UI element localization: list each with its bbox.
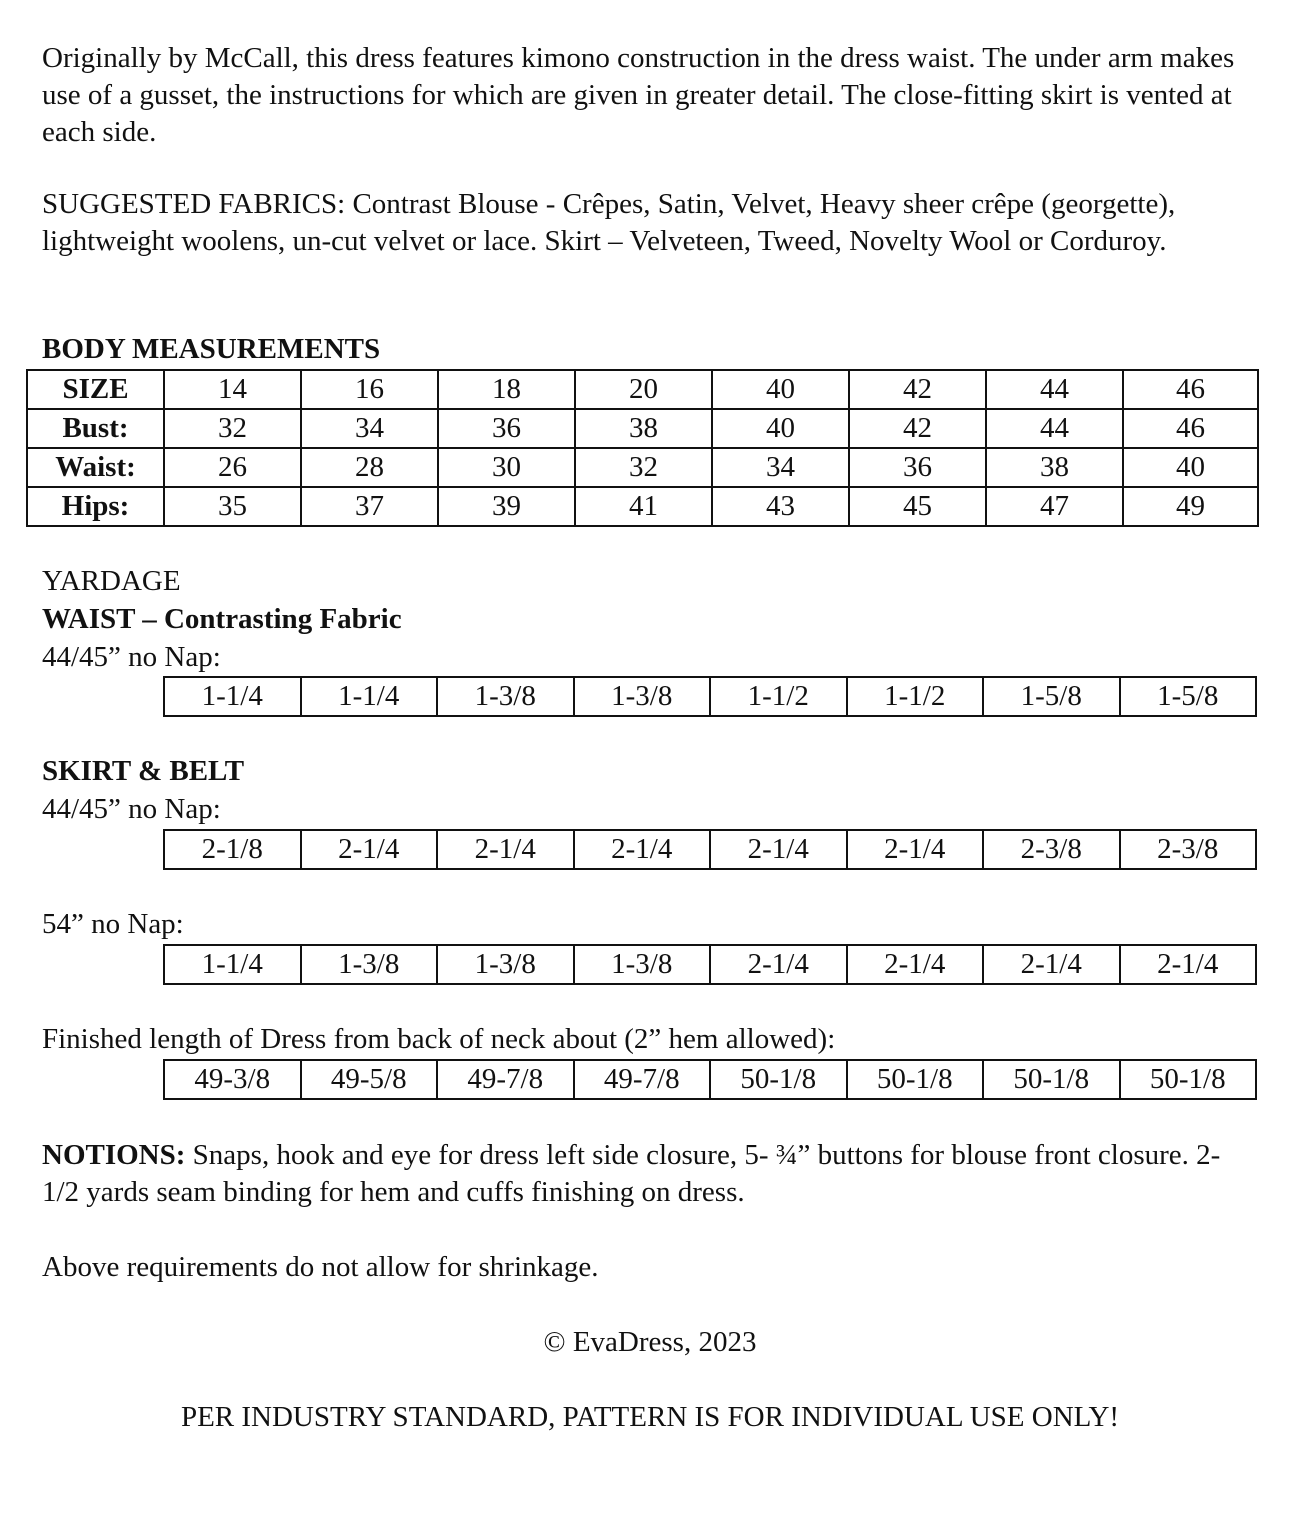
yardage-heading: YARDAGE bbox=[42, 565, 181, 597]
measurement-cell: 40 bbox=[1123, 448, 1258, 487]
yardage-cell: 49-7/8 bbox=[437, 1060, 574, 1099]
yardage-cell: 1-3/8 bbox=[574, 945, 711, 984]
yardage-cell: 1-5/8 bbox=[1120, 677, 1257, 716]
yardage-cell: 1-3/8 bbox=[437, 677, 574, 716]
measurement-row bbox=[27, 409, 1258, 448]
measurement-cell: 47 bbox=[986, 487, 1123, 526]
yardage-cell: 50-1/8 bbox=[1120, 1060, 1257, 1099]
yardage-cell: 1-1/2 bbox=[710, 677, 847, 716]
measurement-cell: 14 bbox=[164, 370, 301, 409]
measurement-cell: 36 bbox=[438, 409, 575, 448]
measurement-row-label: SIZE bbox=[27, 370, 164, 409]
yardage-cell: 1-3/8 bbox=[301, 945, 438, 984]
waist-yardage-table bbox=[163, 676, 1257, 717]
measurement-cell: 41 bbox=[575, 487, 712, 526]
measurement-cell: 45 bbox=[849, 487, 986, 526]
measurement-cell: 18 bbox=[438, 370, 575, 409]
measurement-cell: 44 bbox=[986, 409, 1123, 448]
measurement-row-label: Hips: bbox=[27, 487, 164, 526]
yardage-row bbox=[164, 830, 1256, 869]
measurement-cell: 30 bbox=[438, 448, 575, 487]
measurement-cell: 46 bbox=[1123, 409, 1258, 448]
waist-width-label: 44/45” no Nap: bbox=[42, 641, 221, 673]
yardage-cell: 2-1/8 bbox=[164, 830, 301, 869]
yardage-cell: 2-1/4 bbox=[847, 945, 984, 984]
yardage-cell: 2-3/8 bbox=[983, 830, 1120, 869]
intro-paragraph: Originally by McCall, this dress features kimono construction in the dress waist. The under arm makes use of a gusset, the instructions for which are given in greater detail. The close-fitting skirt is vented at each side. bbox=[42, 42, 1235, 148]
yardage-row bbox=[164, 945, 1256, 984]
yardage-cell: 2-1/4 bbox=[983, 945, 1120, 984]
yardage-cell: 1-3/8 bbox=[574, 677, 711, 716]
measurement-cell: 42 bbox=[849, 370, 986, 409]
measurement-cell: 37 bbox=[301, 487, 438, 526]
yardage-cell: 49-7/8 bbox=[574, 1060, 711, 1099]
skirt-width-54-label: 54” no Nap: bbox=[42, 908, 184, 940]
measurement-cell: 44 bbox=[986, 370, 1123, 409]
measurement-cell: 35 bbox=[164, 487, 301, 526]
measurement-cell: 38 bbox=[575, 409, 712, 448]
yardage-cell: 50-1/8 bbox=[847, 1060, 984, 1099]
yardage-cell: 1-1/4 bbox=[164, 677, 301, 716]
measurement-cell: 40 bbox=[712, 370, 849, 409]
shrinkage-note: Above requirements do not allow for shrinkage. bbox=[42, 1251, 599, 1283]
measurement-cell: 16 bbox=[301, 370, 438, 409]
individual-use-notice: PER INDUSTRY STANDARD, PATTERN IS FOR INDIVIDUAL USE ONLY! bbox=[180, 1401, 1120, 1433]
measurement-row bbox=[27, 370, 1258, 409]
measurement-row bbox=[27, 448, 1258, 487]
yardage-cell: 2-1/4 bbox=[574, 830, 711, 869]
measurement-cell: 34 bbox=[301, 409, 438, 448]
yardage-cell: 2-1/4 bbox=[437, 830, 574, 869]
suggested-fabrics-paragraph: SUGGESTED FABRICS: Contrast Blouse - Crêpes, Satin, Velvet, Heavy sheer crêpe (georgette), lightweight woolens, un-cut velvet or lace. Skirt – Velveteen, Tweed, Novelty Wool or Corduroy. bbox=[42, 188, 1176, 257]
notions-text: Snaps, hook and eye for dress left side closure, 5- ¾” buttons for blouse front closure. 2-1/2 yards seam binding for hem and cuffs finishing on dress. bbox=[42, 1139, 1221, 1208]
skirt-yardage-54-table bbox=[163, 944, 1257, 985]
waist-fabric-heading: WAIST – Contrasting Fabric bbox=[42, 603, 402, 635]
measurement-row-label: Waist: bbox=[27, 448, 164, 487]
yardage-cell: 2-1/4 bbox=[710, 945, 847, 984]
body-measurements-table bbox=[26, 369, 1259, 527]
measurement-cell: 43 bbox=[712, 487, 849, 526]
yardage-cell: 2-1/4 bbox=[1120, 945, 1257, 984]
measurement-cell: 38 bbox=[986, 448, 1123, 487]
measurement-cell: 32 bbox=[164, 409, 301, 448]
yardage-row bbox=[164, 677, 1256, 716]
yardage-cell: 49-5/8 bbox=[301, 1060, 438, 1099]
yardage-cell: 1-5/8 bbox=[983, 677, 1120, 716]
measurement-cell: 46 bbox=[1123, 370, 1258, 409]
yardage-cell: 49-3/8 bbox=[164, 1060, 301, 1099]
yardage-row bbox=[164, 1060, 1256, 1099]
yardage-cell: 1-1/2 bbox=[847, 677, 984, 716]
notions-label: NOTIONS: bbox=[42, 1139, 186, 1171]
finished-length-label: Finished length of Dress from back of neck about (2” hem allowed): bbox=[42, 1023, 836, 1055]
yardage-cell: 2-1/4 bbox=[847, 830, 984, 869]
measurement-cell: 32 bbox=[575, 448, 712, 487]
measurement-cell: 20 bbox=[575, 370, 712, 409]
yardage-cell: 1-1/4 bbox=[164, 945, 301, 984]
body-measurements-heading: BODY MEASUREMENTS bbox=[42, 333, 381, 365]
yardage-cell: 2-1/4 bbox=[301, 830, 438, 869]
skirt-width-45-label: 44/45” no Nap: bbox=[42, 793, 221, 825]
skirt-belt-heading: SKIRT & BELT bbox=[42, 755, 245, 787]
measurement-cell: 39 bbox=[438, 487, 575, 526]
measurement-cell: 26 bbox=[164, 448, 301, 487]
copyright-notice: © EvaDress, 2023 bbox=[543, 1326, 757, 1358]
yardage-cell: 2-1/4 bbox=[710, 830, 847, 869]
measurement-cell: 28 bbox=[301, 448, 438, 487]
measurement-cell: 49 bbox=[1123, 487, 1258, 526]
yardage-cell: 50-1/8 bbox=[710, 1060, 847, 1099]
skirt-yardage-45-table bbox=[163, 829, 1257, 870]
measurement-row-label: Bust: bbox=[27, 409, 164, 448]
measurement-cell: 40 bbox=[712, 409, 849, 448]
measurement-row bbox=[27, 487, 1258, 526]
notions-paragraph bbox=[42, 1137, 1252, 1211]
yardage-cell: 1-3/8 bbox=[437, 945, 574, 984]
yardage-cell: 1-1/4 bbox=[301, 677, 438, 716]
measurement-cell: 34 bbox=[712, 448, 849, 487]
finished-length-table bbox=[163, 1059, 1257, 1100]
yardage-cell: 50-1/8 bbox=[983, 1060, 1120, 1099]
measurement-cell: 42 bbox=[849, 409, 986, 448]
yardage-cell: 2-3/8 bbox=[1120, 830, 1257, 869]
measurement-cell: 36 bbox=[849, 448, 986, 487]
